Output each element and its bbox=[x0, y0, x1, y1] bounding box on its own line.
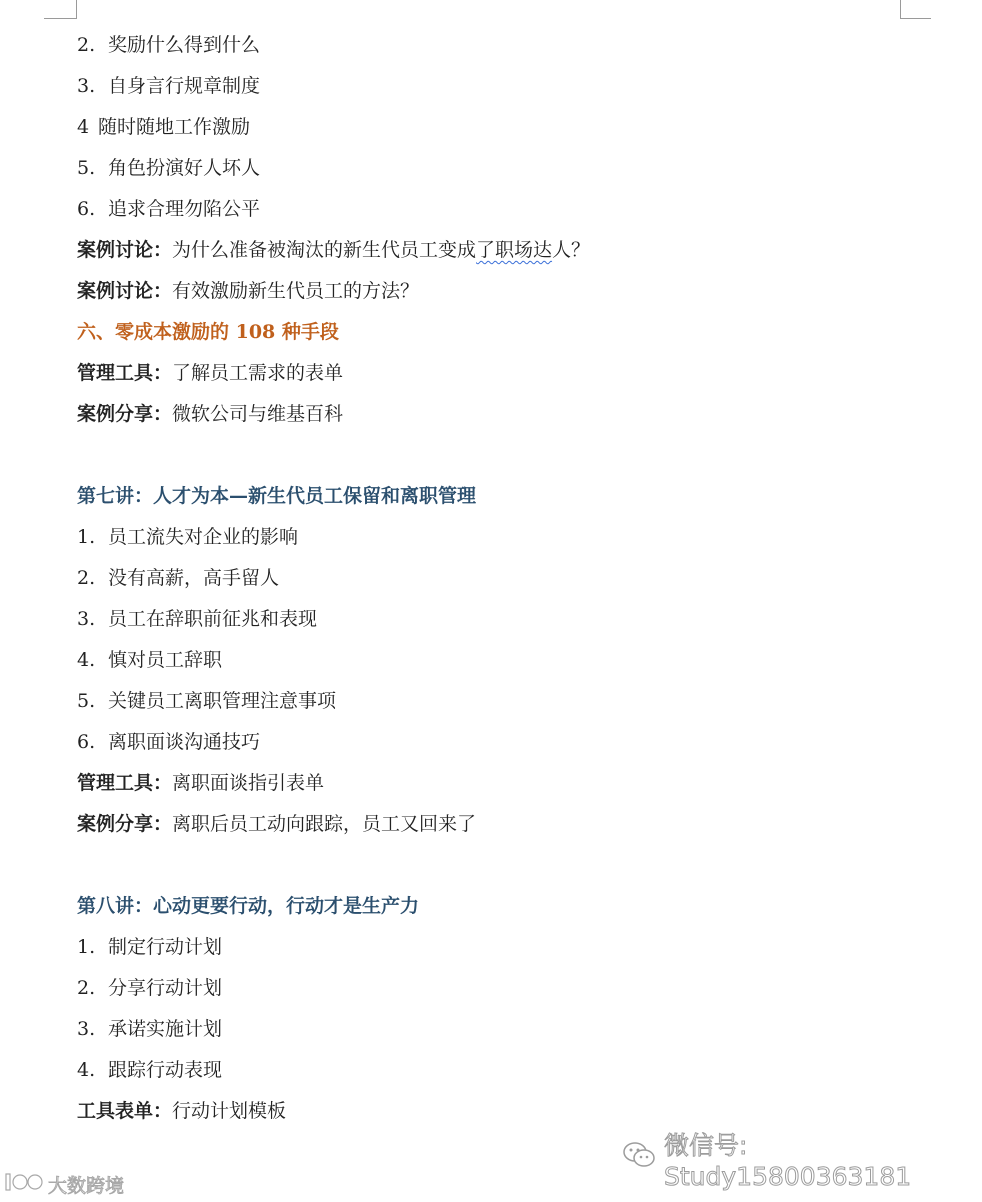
list-item: 3. 员工在辞职前征兆和表现 bbox=[77, 608, 318, 630]
list-item: 3. 自身言行规章制度 bbox=[77, 75, 261, 97]
list-item: 1. 制定行动计划 bbox=[77, 936, 223, 958]
crop-mark-top-right bbox=[900, 0, 931, 19]
list-item: 2. 奖励什么得到什么 bbox=[77, 34, 261, 56]
list-item: 3. 承诺实施计划 bbox=[77, 1018, 223, 1040]
list-item: 4. 跟踪行动表现 bbox=[77, 1059, 223, 1081]
wechat-icon bbox=[622, 1140, 656, 1176]
list-item: 2. 分享行动计划 bbox=[77, 977, 223, 999]
crop-mark-top-left bbox=[44, 0, 77, 19]
case-discussion-2: 案例讨论：有效激励新生代员工的方法？ bbox=[77, 280, 420, 302]
case-share: 案例分享：离职后员工动向跟踪，员工又回来了 bbox=[77, 813, 477, 835]
brand-watermark: 大数跨境 bbox=[4, 1170, 124, 1198]
list-item: 2. 没有高薪，高手留人 bbox=[77, 567, 280, 589]
list-item: 1. 员工流失对企业的影响 bbox=[77, 526, 299, 548]
management-tool: 管理工具：了解员工需求的表单 bbox=[77, 362, 344, 384]
tool-form: 工具表单：行动计划模板 bbox=[77, 1100, 287, 1122]
case-share: 案例分享：微软公司与维基百科 bbox=[77, 403, 344, 425]
management-tool: 管理工具：离职面谈指引表单 bbox=[77, 772, 325, 794]
list-item: 5. 关键员工离职管理注意事项 bbox=[77, 690, 337, 712]
list-item: 6. 离职面谈沟通技巧 bbox=[77, 731, 261, 753]
list-item: 6. 追求合理勿陷公平 bbox=[77, 198, 261, 220]
lecture-8-heading: 第八讲：心动更要行动，行动才是生产力 bbox=[77, 895, 420, 917]
list-item: 4 随时随地工作激励 bbox=[77, 116, 251, 138]
case-discussion-1: 案例讨论：为什么准备被淘汰的新生代员工变成了职场达人？ bbox=[77, 239, 591, 261]
lecture-7-heading: 第七讲：人才为本—新生代员工保留和离职管理 bbox=[77, 485, 477, 507]
wechat-watermark: 微信号: Study15800363181 bbox=[622, 1140, 982, 1176]
spellcheck-underline: 了职场达 bbox=[476, 239, 553, 261]
brand-logo-icon bbox=[4, 1170, 44, 1199]
list-item: 4. 慎对员工辞职 bbox=[77, 649, 223, 671]
list-item: 5. 角色扮演好人坏人 bbox=[77, 157, 261, 179]
section-heading: 六、零成本激励的 108 种手段 bbox=[77, 321, 339, 343]
